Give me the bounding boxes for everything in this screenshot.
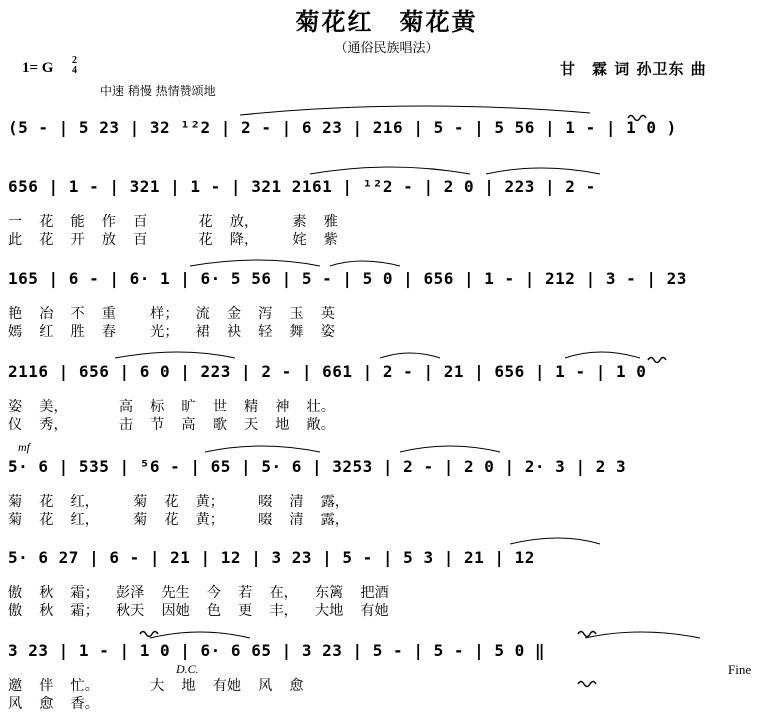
lyrics-verse-1: 傲 秋 霜； 彭泽 先生 今 若 在， 东篱 把酒 <box>8 585 389 601</box>
song-title: 菊花红 菊花黄 <box>295 7 478 36</box>
lyrics-verse-2: 嫣 红 胜 春 光； 裙 袂 轻 舞 姿 <box>8 324 335 340</box>
notation-line: 5· 6 27 | 6 - | 21 | 12 | 3 23 | 5 - | 5 3 | 21 | 12 <box>8 548 535 567</box>
lyrics-verse-1: 一 花 能 作 百 花 放， 素 雅 <box>8 214 338 230</box>
lyrics-verse-1: 艳 冶 不 重 样； 流 金 泻 玉 英 <box>8 306 335 322</box>
lyrics-verse-2: 傲 秋 霜； 秋天 因她 色 更 丰， 大地 有她 <box>8 603 389 619</box>
notation-line: 5· 6 | 535 | ⁵6 - | 65 | 5· 6 | 3253 | 2 - | 2 0 | 2· 3 | 2 3 <box>8 457 627 476</box>
song-credits: 甘 霖 词 孙卫东 曲 <box>560 60 707 78</box>
notation-line: 2116 | 656 | 6 0 | 223 | 2 - | 661 | 2 - | 21 | 656 | 1 - | 1 0 <box>8 362 647 381</box>
lyrics-verse-2: 菊 花 红， 菊 花 黄； 啜 清 露， <box>8 512 350 528</box>
song-subtitle: （通俗民族唱法） <box>334 41 439 56</box>
fine-marking: Fine <box>728 662 752 677</box>
lyrics-verse-1: 菊 花 红， 菊 花 黄； 啜 清 露， <box>8 494 350 510</box>
notation-line: 656 | 1 - | 321 | 1 - | 321 2161 | ¹²2 - | 2 0 | 223 | 2 - <box>8 177 596 196</box>
time-signature-top: 2 <box>72 55 77 66</box>
notation-line: 165 | 6 - | 6· 1 | 6· 5 56 | 5 - | 5 0 | 656 | 1 - | 212 | 3 - | 23 <box>8 269 687 288</box>
tempo-marking: 中速 稍慢 热情赞颂地 <box>100 84 216 98</box>
notation-line: 3 23 | 1 - | 1 0 | 6· 6 65 | 3 23 | 5 - | 5 - | 5 0 ‖ <box>8 641 546 660</box>
lyrics-verse-1: 邀 伴 忙。 大 地 有她 风 愈 <box>8 678 304 694</box>
notation-line: (5 - | 5 23 | 32 ¹²2 | 2 - | 6 23 | 216 | 5 - | 5 56 | 1 - | 1 0 ) <box>8 118 677 137</box>
lyrics-verse-2: 风 愈 香。 <box>8 696 99 712</box>
lyrics-verse-1: 姿 美， 高 标 旷 世 精 神 壮。 <box>8 399 335 415</box>
time-signature-bottom: 4 <box>72 65 77 76</box>
lyrics-verse-2: 仪 秀， 击 节 高 歌 天 地 敞。 <box>8 417 335 433</box>
key-signature: 1= G <box>22 60 54 76</box>
dc-marking: D.C. <box>176 662 199 676</box>
dynamic-mf: mf <box>18 440 30 454</box>
lyrics-verse-2: 此 花 开 放 百 花 降， 姹 紫 <box>8 232 338 248</box>
